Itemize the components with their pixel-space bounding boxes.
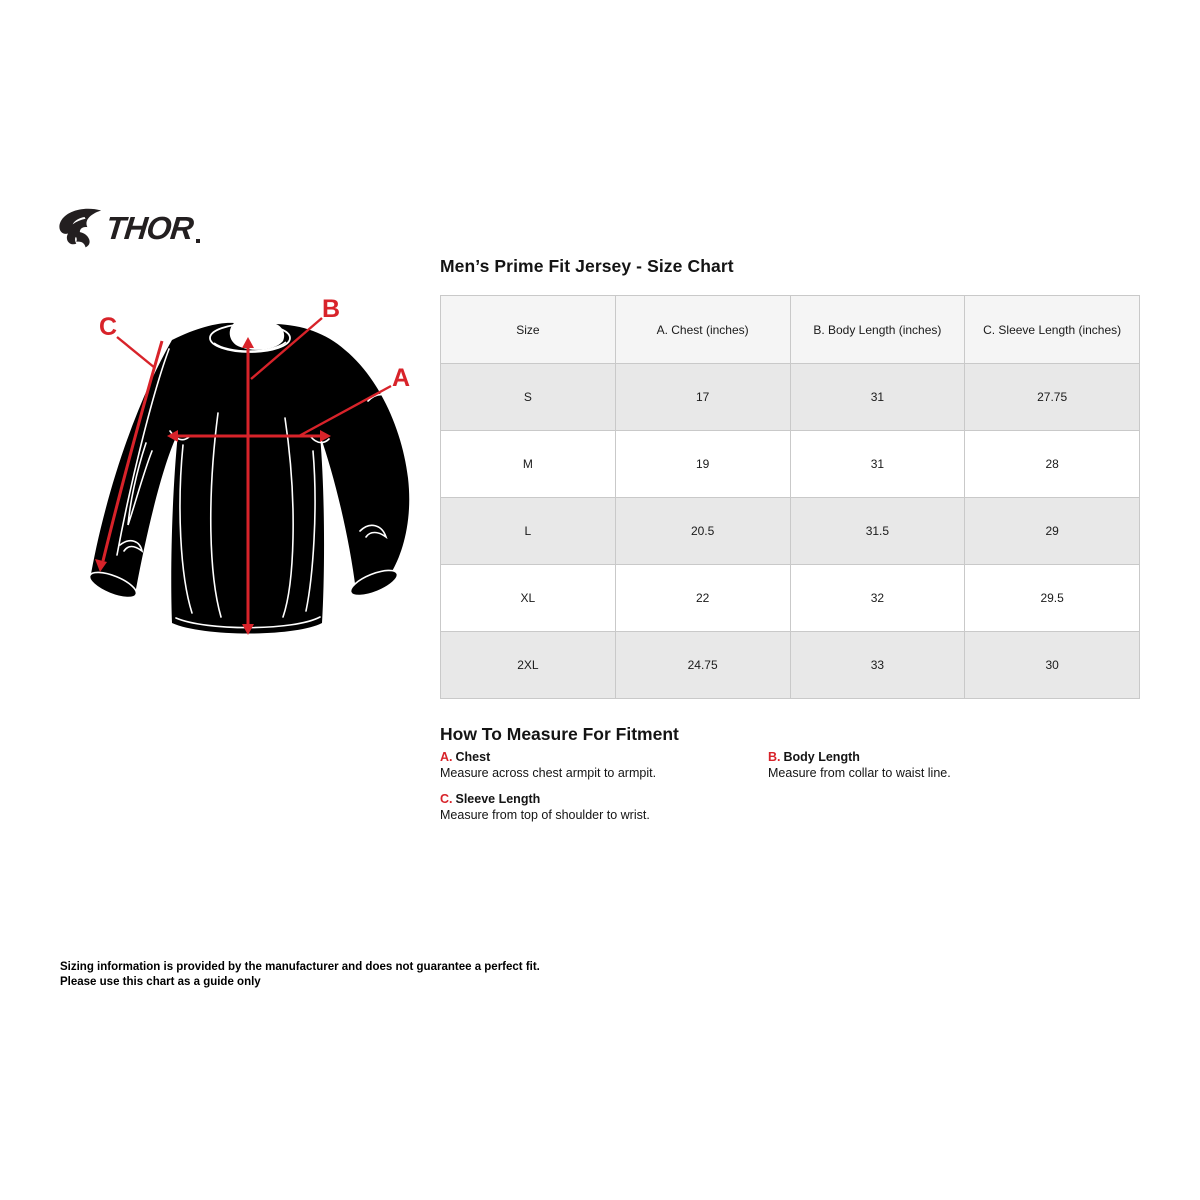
thor-logo-text: THOR [104, 210, 195, 246]
table-row [441, 565, 1140, 632]
table-header-row [441, 296, 1140, 364]
size-cell: 2XL [441, 632, 616, 699]
measure-item-body-length [768, 750, 1088, 780]
table-row [441, 498, 1140, 565]
column-header-size: Size [441, 296, 616, 364]
how-to-measure-heading: How To Measure For Fitment [440, 724, 679, 744]
sleeve-length-cell: 29.5 [965, 565, 1140, 632]
body-length-cell: 33 [790, 632, 965, 699]
measure-item-label [440, 750, 760, 764]
measure-item-sleeve-length [440, 792, 760, 822]
measure-name: Body Length [783, 750, 860, 764]
disclaimer-line-1: Sizing information is provided by the manufacturer and does not guarantee a perfect fit. [60, 961, 540, 973]
measure-item-label [440, 792, 760, 806]
size-cell: S [441, 364, 616, 431]
size-chart-table [440, 295, 1140, 699]
column-header-body-length: B. Body Length (inches) [790, 296, 965, 364]
measure-letter: A. [440, 750, 453, 764]
body-length-cell: 32 [790, 565, 965, 632]
measure-name: Chest [455, 750, 491, 764]
measure-name: Sleeve Length [455, 792, 541, 806]
measure-description: Measure from collar to waist line. [768, 766, 951, 780]
body-length-cell: 31 [790, 431, 965, 498]
thor-logo [57, 205, 200, 251]
body-length-cell: 31.5 [790, 498, 965, 565]
thor-goat-icon [57, 207, 103, 249]
disclaimer-line-2: Please use this chart as a guide only [60, 976, 261, 988]
sleeve-length-cell: 29 [965, 498, 1140, 565]
chest-cell: 22 [615, 565, 790, 632]
logo-dot [196, 239, 200, 243]
measure-item-chest [440, 750, 760, 780]
measure-letter: B. [768, 750, 781, 764]
measure-item-label [768, 750, 1088, 764]
page-title: Men’s Prime Fit Jersey - Size Chart [440, 256, 734, 276]
sizing-disclaimer [60, 960, 540, 990]
size-cell: XL [441, 565, 616, 632]
body-length-cell: 31 [790, 364, 965, 431]
diagram-label-c: C [98, 313, 118, 341]
sleeve-length-cell: 28 [965, 431, 1140, 498]
measure-description: Measure across chest armpit to armpit. [440, 766, 657, 780]
diagram-label-b: B [321, 295, 341, 323]
table-row [441, 431, 1140, 498]
table-row [441, 632, 1140, 699]
jersey-illustration [70, 293, 430, 665]
size-cell: L [441, 498, 616, 565]
sleeve-length-cell: 30 [965, 632, 1140, 699]
chest-cell: 20.5 [615, 498, 790, 565]
sleeve-length-cell: 27.75 [965, 364, 1140, 431]
table-row [441, 364, 1140, 431]
measure-letter: C. [440, 792, 453, 806]
chest-cell: 24.75 [615, 632, 790, 699]
chest-cell: 17 [615, 364, 790, 431]
column-header-sleeve-length: C. Sleeve Length (inches) [965, 296, 1140, 364]
chest-cell: 19 [615, 431, 790, 498]
size-cell: M [441, 431, 616, 498]
diagram-label-a: A [391, 364, 411, 392]
measure-description: Measure from top of shoulder to wrist. [440, 808, 650, 822]
column-header-chest: A. Chest (inches) [615, 296, 790, 364]
jersey-measurement-diagram [70, 293, 430, 665]
